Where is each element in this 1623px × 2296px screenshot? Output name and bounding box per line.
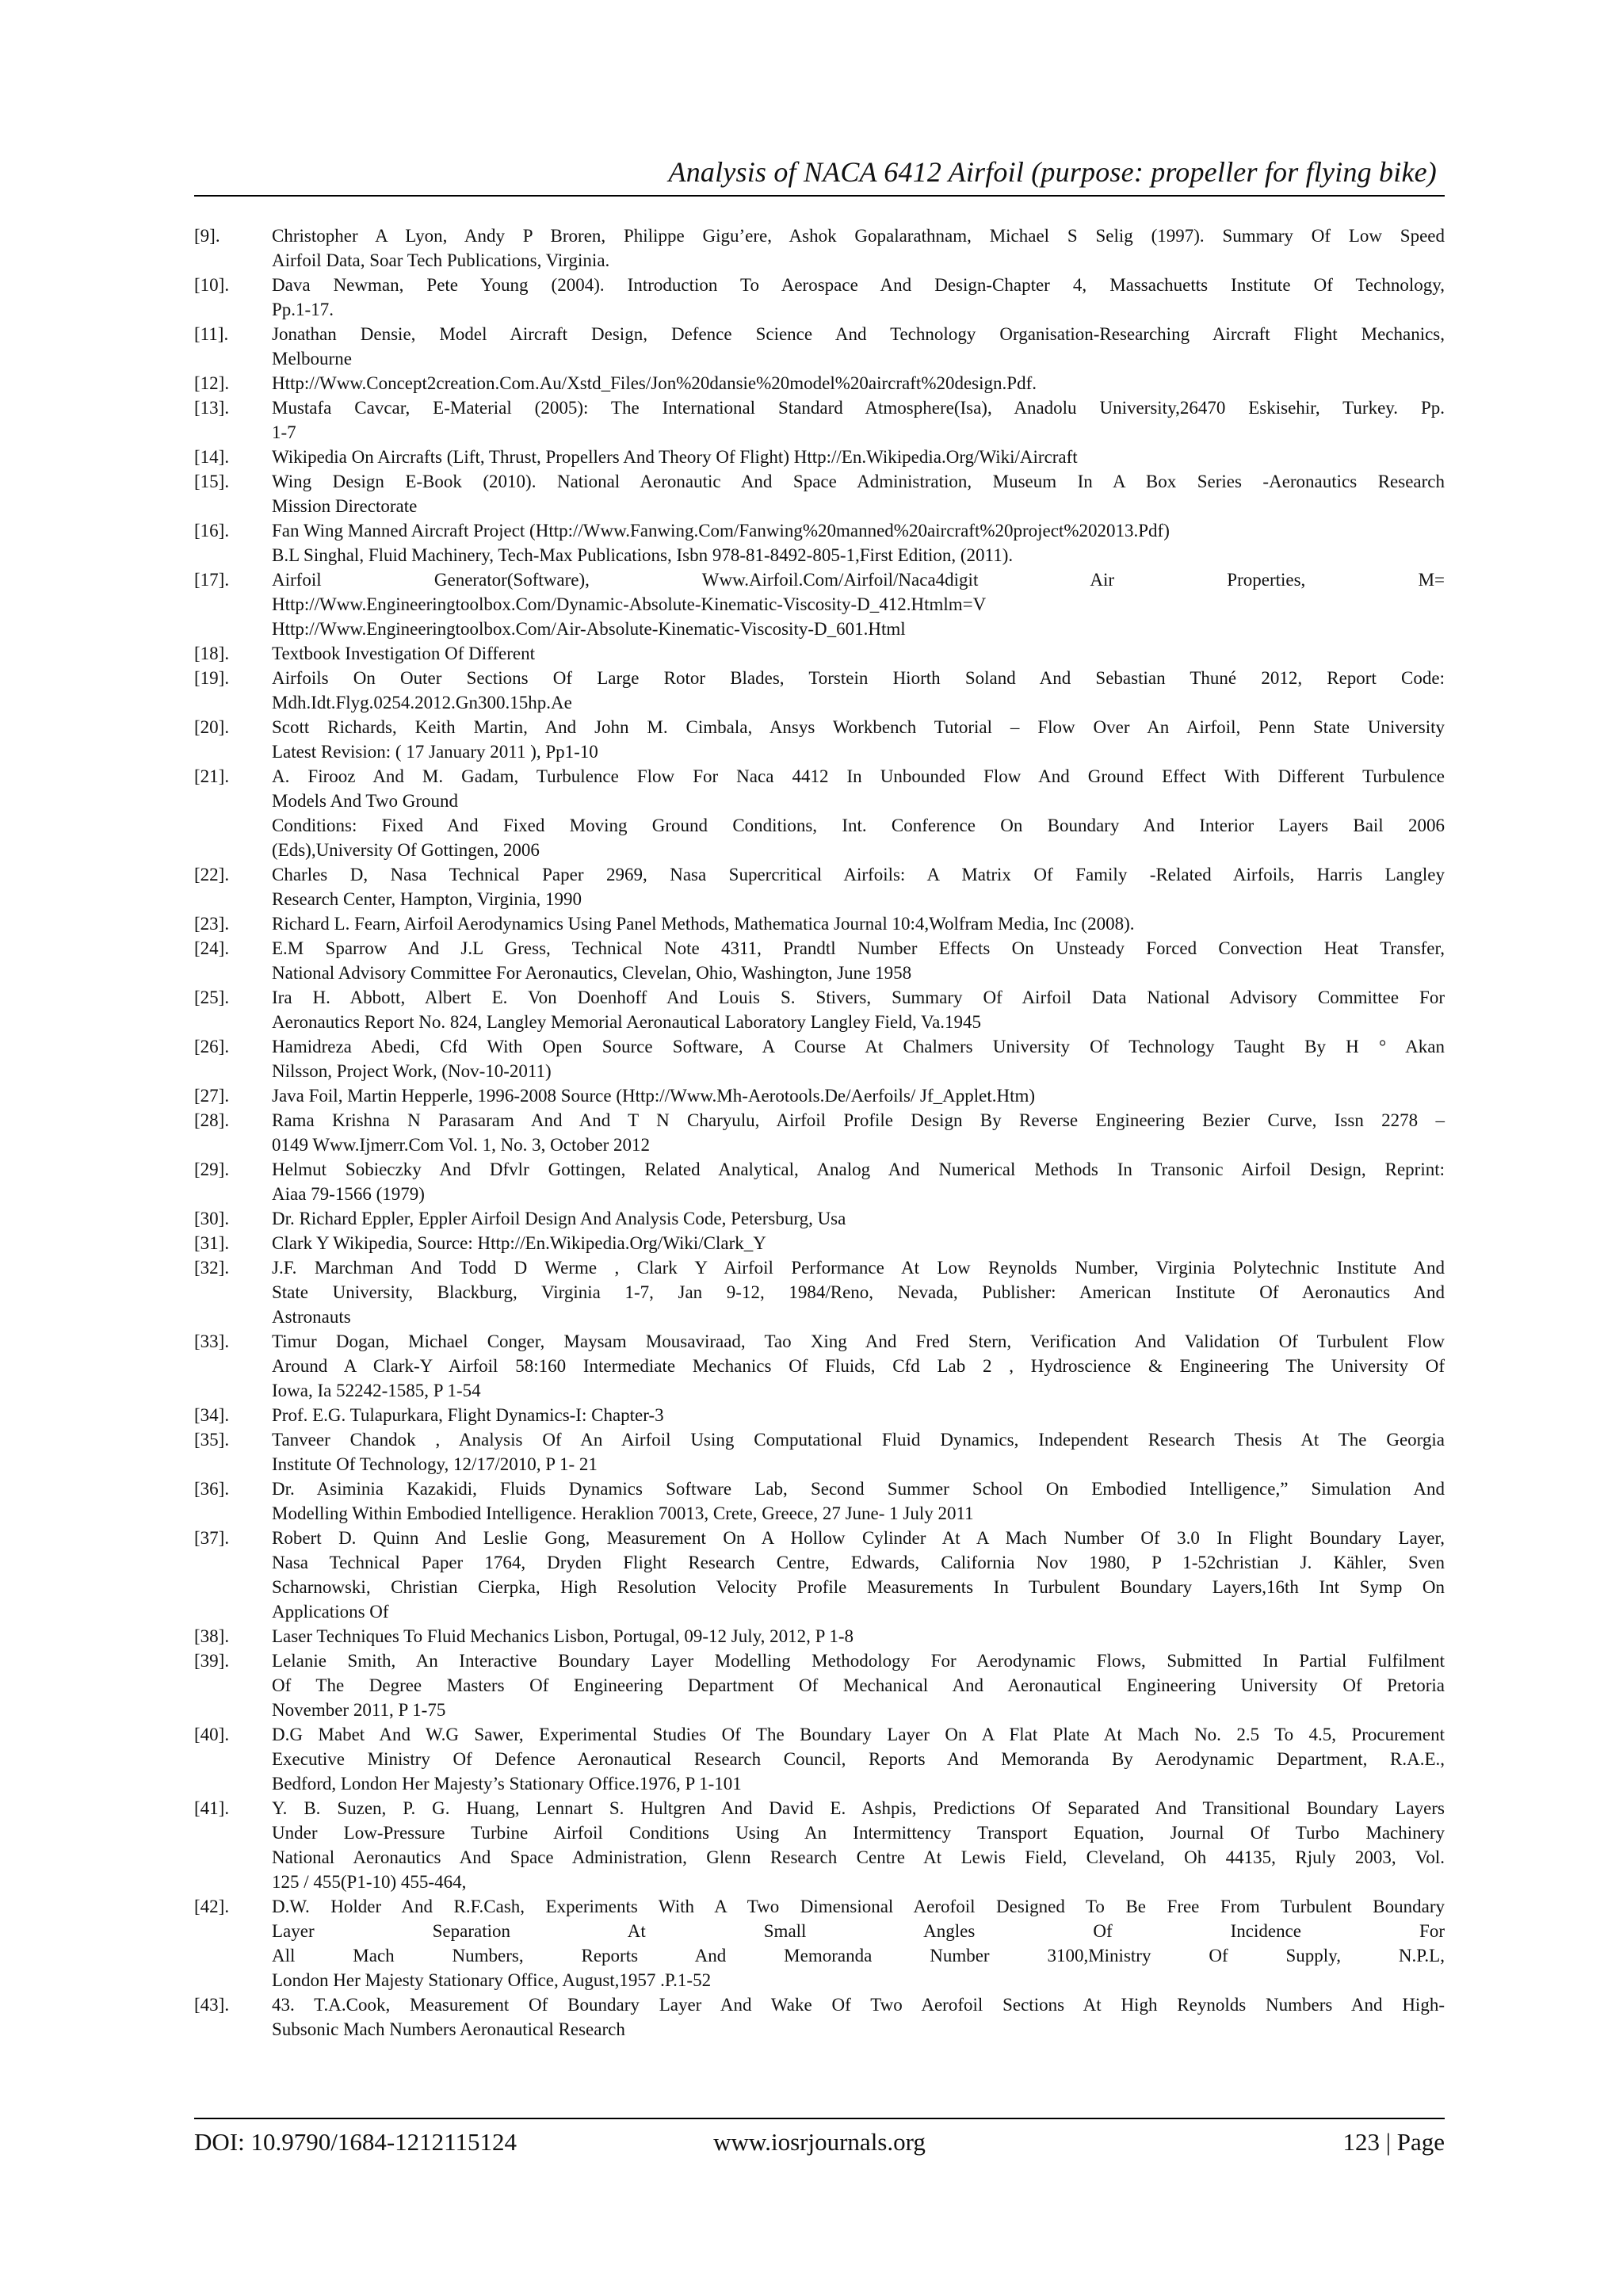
reference-line: Dr. Asiminia Kazakidi, Fluids Dynamics Software Lab, Second Summer School On Embodied Intelligence,” Simulation And	[272, 1479, 1445, 1499]
page-footer	[194, 2128, 1445, 2160]
reference-text	[272, 469, 1445, 518]
reference-line: Hamidreza Abedi, Cfd With Open Source Software, A Course At Chalmers University Of Technology Taught By H ° Akan	[272, 1037, 1445, 1056]
reference-number: [23].	[194, 914, 230, 934]
reference-number: [17].	[194, 570, 230, 590]
reference-text	[272, 1403, 1445, 1427]
reference-item	[194, 445, 1445, 469]
reference-number: [25].	[194, 988, 230, 1007]
reference-number: [35].	[194, 1430, 230, 1450]
reference-text	[272, 1034, 1445, 1083]
reference-item	[194, 1722, 1445, 1796]
reference-item	[194, 371, 1445, 395]
reference-item	[194, 1526, 1445, 1624]
reference-line: Astronauts	[272, 1307, 351, 1327]
reference-line: Mdh.Idt.Flyg.0254.2012.Gn300.15hp.Ae	[272, 693, 572, 712]
reference-text	[272, 1206, 1445, 1231]
reference-item	[194, 715, 1445, 764]
reference-number: [14].	[194, 447, 230, 467]
reference-line: Scott Richards, Keith Martin, And John M. Cimbala, Ansys Workbench Tutorial – Flow Over An Airfoil, Penn State University	[272, 717, 1445, 737]
reference-line: Http://Www.Concept2creation.Com.Au/Xstd_Files/Jon%20dansie%20model%20aircraft%20design.Pdf.	[272, 373, 1037, 393]
reference-text	[272, 1083, 1445, 1108]
reference-line: Bedford, London Her Majesty’s Stationary Office.1976, P 1-101	[272, 1774, 742, 1794]
reference-line: E.M Sparrow And J.L Gress, Technical Note 4311, Prandtl Number Effects On Unsteady Forced Convection Heat Transfer,	[272, 938, 1445, 958]
reference-number: [22].	[194, 865, 230, 884]
reference-text	[272, 936, 1445, 985]
reference-line: Layer Separation At Small Angles Of Incidence For	[272, 1921, 1445, 1941]
reference-text	[272, 1108, 1445, 1157]
reference-item	[194, 985, 1445, 1034]
reference-text	[272, 322, 1445, 371]
reference-line: Airfoil Data, Soar Tech Publications, Virginia.	[272, 250, 610, 270]
reference-item	[194, 1157, 1445, 1206]
reference-text	[272, 371, 1445, 395]
reference-line: Lelanie Smith, An Interactive Boundary Layer Modelling Methodology For Aerodynamic Flows, Submitted In Partial Fulfilment	[272, 1651, 1445, 1671]
reference-number: [36].	[194, 1479, 230, 1499]
reference-line: Fan Wing Manned Aircraft Project (Http://Www.Fanwing.Com/Fanwing%20manned%20aircraft%20project%202013.Pdf)	[272, 521, 1170, 541]
reference-number: [31].	[194, 1233, 230, 1253]
reference-line: Conditions: Fixed And Fixed Moving Ground Conditions, Int. Conference On Boundary And Interior Layers Bail 2006	[272, 816, 1445, 835]
reference-line: National Aeronautics And Space Administration, Glenn Research Centre At Lewis Field, Cleveland, Oh 44135, Rjuly 2003, Vol.	[272, 1847, 1445, 1867]
reference-text	[272, 1894, 1445, 1992]
reference-line: Richard L. Fearn, Airfoil Aerodynamics Using Panel Methods, Mathematica Journal 10:4,Wolfram Media, Inc (2008).	[272, 914, 1135, 934]
reference-item	[194, 1083, 1445, 1108]
reference-number: [26].	[194, 1037, 230, 1056]
reference-item	[194, 518, 1445, 567]
reference-line: Java Foil, Martin Hepperle, 1996-2008 Source (Http://Www.Mh-Aerotools.De/Aerfoils/ Jf_Applet.Htm)	[272, 1086, 1036, 1106]
reference-item	[194, 1624, 1445, 1648]
reference-text	[272, 862, 1445, 911]
reference-line: Jonathan Densie, Model Aircraft Design, Defence Science And Technology Organisation-Researching Aircraft Flight Mechanics,	[272, 324, 1445, 344]
reference-number: [34].	[194, 1405, 230, 1425]
reference-line: Timur Dogan, Michael Conger, Maysam Mousaviraad, Tao Xing And Fred Stern, Verification And Validation Of Turbulent Flow	[272, 1331, 1445, 1351]
reference-line: Mission Directorate	[272, 496, 418, 516]
reference-line: Rama Krishna N Parasaram And And T N Charyulu, Airfoil Profile Design By Reverse Engineering Bezier Curve, Issn 2278 –	[272, 1110, 1445, 1130]
reference-item	[194, 862, 1445, 911]
reference-number: [32].	[194, 1258, 230, 1278]
reference-line: Institute Of Technology, 12/17/2010, P 1- 21	[272, 1454, 598, 1474]
reference-item	[194, 395, 1445, 445]
reference-number: [42].	[194, 1897, 230, 1916]
reference-text	[272, 1624, 1445, 1648]
reference-text	[272, 1477, 1445, 1526]
reference-line: National Advisory Committee For Aeronautics, Clevelan, Ohio, Washington, June 1958	[272, 963, 912, 983]
reference-item	[194, 1206, 1445, 1231]
reference-item	[194, 936, 1445, 985]
reference-line: Models And Two Ground	[272, 791, 458, 811]
reference-line: Nasa Technical Paper 1764, Dryden Flight Research Centre, Edwards, California Nov 1980, P 1-52christian J. Kähler, Sven	[272, 1553, 1445, 1572]
reference-text	[272, 1796, 1445, 1894]
reference-text	[272, 1329, 1445, 1403]
reference-number: [13].	[194, 398, 230, 418]
reference-item	[194, 273, 1445, 322]
reference-text	[272, 641, 1445, 666]
reference-line: Laser Techniques To Fluid Mechanics Lisbon, Portugal, 09-12 July, 2012, P 1-8	[272, 1626, 854, 1646]
reference-line: Wing Design E-Book (2010). National Aeronautic And Space Administration, Museum In A Box Series -Aeronautics Research	[272, 472, 1445, 491]
footer-divider	[194, 2118, 1445, 2119]
reference-item	[194, 1329, 1445, 1403]
reference-item	[194, 1648, 1445, 1722]
reference-item	[194, 322, 1445, 371]
reference-item	[194, 223, 1445, 273]
reference-number: [43].	[194, 1995, 230, 2015]
reference-item	[194, 1034, 1445, 1083]
reference-number: [29].	[194, 1159, 230, 1179]
reference-item	[194, 1796, 1445, 1894]
reference-line: Applications Of	[272, 1602, 389, 1622]
reference-line: Modelling Within Embodied Intelligence. Heraklion 70013, Crete, Greece, 27 June- 1 July 2011	[272, 1503, 974, 1523]
reference-line: Mustafa Cavcar, E-Material (2005): The International Standard Atmosphere(Isa), Anadolu University,26470 Eskisehir, Turkey. Pp.	[272, 398, 1445, 418]
reference-number: [39].	[194, 1651, 230, 1671]
reference-item	[194, 1477, 1445, 1526]
reference-text	[272, 1157, 1445, 1206]
reference-number: [30].	[194, 1209, 230, 1228]
reference-line: Around A Clark-Y Airfoil 58:160 Intermediate Mechanics Of Fluids, Cfd Lab 2 , Hydroscience & Engineering The University Of	[272, 1356, 1445, 1376]
reference-line: London Her Majesty Stationary Office, August,1957 .P.1-52	[272, 1970, 712, 1990]
reference-line: Textbook Investigation Of Different	[272, 644, 536, 663]
reference-line: Of The Degree Masters Of Engineering Department Of Mechanical And Aeronautical Engineering University Of Pretoria	[272, 1675, 1445, 1695]
reference-line: Robert D. Quinn And Leslie Gong, Measurement On A Hollow Cylinder At A Mach Number Of 3.0 In Flight Boundary Layer,	[272, 1528, 1445, 1548]
reference-line: 1-7	[272, 422, 296, 442]
reference-number: [28].	[194, 1110, 230, 1130]
reference-item	[194, 1255, 1445, 1329]
reference-number: [20].	[194, 717, 230, 737]
reference-number: [11].	[194, 324, 229, 344]
reference-line: Scharnowski, Christian Cierpka, High Resolution Velocity Profile Measurements In Turbulent Boundary Layers,16th Int Symp On	[272, 1577, 1445, 1597]
reference-item	[194, 911, 1445, 936]
reference-item	[194, 1403, 1445, 1427]
reference-text	[272, 445, 1445, 469]
reference-line: (Eds),University Of Gottingen, 2006	[272, 840, 540, 860]
reference-line: Under Low-Pressure Turbine Airfoil Conditions Using An Intermittency Transport Equation, Journal Of Turbo Machinery	[272, 1823, 1445, 1843]
reference-line: Nilsson, Project Work, (Nov-10-2011)	[272, 1061, 552, 1081]
reference-line: Christopher A Lyon, Andy P Broren, Philippe Gigu’ere, Ashok Gopalarathnam, Michael S Selig (1997). Summary Of Low Speed	[272, 226, 1445, 246]
reference-text	[272, 223, 1445, 273]
reference-number: [9].	[194, 226, 220, 246]
reference-line: Airfoil Generator(Software), Www.Airfoil.Com/Airfoil/Naca4digit Air Properties, M=	[272, 570, 1445, 590]
reference-line: Aiaa 79-1566 (1979)	[272, 1184, 425, 1204]
reference-text	[272, 1255, 1445, 1329]
reference-item	[194, 1992, 1445, 2042]
reference-text	[272, 1648, 1445, 1722]
reference-number: [40].	[194, 1725, 230, 1744]
reference-line: D.W. Holder And R.F.Cash, Experiments With A Two Dimensional Aerofoil Designed To Be Free From Turbulent Boundary	[272, 1897, 1445, 1916]
reference-item	[194, 1231, 1445, 1255]
reference-line: Y. B. Suzen, P. G. Huang, Lennart S. Hultgren And David E. Ashpis, Predictions Of Separated And Transitional Boundary Layers	[272, 1798, 1445, 1818]
reference-number: [18].	[194, 644, 230, 663]
reference-line: Charles D, Nasa Technical Paper 2969, Nasa Supercritical Airfoils: A Matrix Of Family -Related Airfoils, Harris Langley	[272, 865, 1445, 884]
reference-line: Iowa, Ia 52242-1585, P 1-54	[272, 1381, 481, 1400]
reference-text	[272, 395, 1445, 445]
reference-item	[194, 567, 1445, 641]
reference-line: Http://Www.Engineeringtoolbox.Com/Dynamic-Absolute-Kinematic-Viscosity-D_412.Htmlm=V	[272, 594, 987, 614]
reference-number: [21].	[194, 766, 230, 786]
reference-number: [27].	[194, 1086, 230, 1106]
reference-text	[272, 1722, 1445, 1796]
reference-line: Prof. E.G. Tulapurkara, Flight Dynamics-I: Chapter-3	[272, 1405, 664, 1425]
reference-line: Research Center, Hampton, Virginia, 1990	[272, 889, 582, 909]
reference-item	[194, 1894, 1445, 1992]
reference-line: Pp.1-17.	[272, 300, 334, 319]
reference-item	[194, 666, 1445, 715]
reference-line: Executive Ministry Of Defence Aeronautical Research Council, Reports And Memoranda By Aerodynamic Department, R.A.E.,	[272, 1749, 1445, 1769]
reference-line: Clark Y Wikipedia, Source: Http://En.Wikipedia.Org/Wiki/Clark_Y	[272, 1233, 766, 1253]
reference-item	[194, 1108, 1445, 1157]
reference-number: [10].	[194, 275, 230, 295]
reference-line: Melbourne	[272, 349, 352, 369]
reference-text	[272, 567, 1445, 641]
reference-line: A. Firooz And M. Gadam, Turbulence Flow For Naca 4412 In Unbounded Flow And Ground Effect With Different Turbulence	[272, 766, 1445, 786]
reference-line: Aeronautics Report No. 824, Langley Memorial Aeronautical Laboratory Langley Field, Va.1945	[272, 1012, 982, 1032]
reference-number: [16].	[194, 521, 230, 541]
reference-line: Dr. Richard Eppler, Eppler Airfoil Design And Analysis Code, Petersburg, Usa	[272, 1209, 846, 1228]
reference-number: [38].	[194, 1626, 230, 1646]
reference-line: Helmut Sobieczky And Dfvlr Gottingen, Related Analytical, Analog And Numerical Methods In Transonic Airfoil Design, Reprint:	[272, 1159, 1445, 1179]
reference-line: J.F. Marchman And Todd D Werme , Clark Y Airfoil Performance At Low Reynolds Number, Virginia Polytechnic Institute And	[272, 1258, 1445, 1278]
header-divider	[194, 195, 1445, 197]
running-header-title: Analysis of NACA 6412 Airfoil (purpose: propeller for flying bike)	[668, 156, 1437, 188]
reference-number: [24].	[194, 938, 230, 958]
reference-text	[272, 273, 1445, 322]
reference-line: Tanveer Chandok , Analysis Of An Airfoil Using Computational Fluid Dynamics, Independent Research Thesis At The Georgia	[272, 1430, 1445, 1450]
reference-number: [41].	[194, 1798, 230, 1818]
reference-text	[272, 1992, 1445, 2042]
reference-text	[272, 518, 1445, 567]
reference-text	[272, 1526, 1445, 1624]
reference-text	[272, 764, 1445, 862]
reference-line: Http://Www.Engineeringtoolbox.Com/Air-Absolute-Kinematic-Viscosity-D_601.Html	[272, 619, 906, 639]
reference-line: 0149 Www.Ijmerr.Com Vol. 1, No. 3, October 2012	[272, 1135, 651, 1155]
reference-line: Airfoils On Outer Sections Of Large Rotor Blades, Torstein Hiorth Soland And Sebastian Thuné 2012, Report Code:	[272, 668, 1445, 688]
reference-text	[272, 1427, 1445, 1477]
reference-list	[194, 223, 1445, 2042]
reference-item	[194, 469, 1445, 518]
reference-number: [15].	[194, 472, 230, 491]
reference-line: Wikipedia On Aircrafts (Lift, Thrust, Propellers And Theory Of Flight) Http://En.Wikipedia.Org/Wiki/Aircraft	[272, 447, 1078, 467]
reference-line: All Mach Numbers, Reports And Memoranda Number 3100,Ministry Of Supply, N.P.L,	[272, 1946, 1445, 1966]
reference-line: D.G Mabet And W.G Sawer, Experimental Studies Of The Boundary Layer On A Flat Plate At Mach No. 2.5 To 4.5, Procurement	[272, 1725, 1445, 1744]
footer-journal-site: www.iosrjournals.org	[713, 2128, 926, 2156]
reference-text	[272, 666, 1445, 715]
reference-line: B.L Singhal, Fluid Machinery, Tech-Max Publications, Isbn 978-81-8492-805-1,First Edition, (2011).	[272, 545, 1014, 565]
reference-item	[194, 764, 1445, 862]
reference-line: Dava Newman, Pete Young (2004). Introduction To Aerospace And Design-Chapter 4, Massachuetts Institute Of Technology,	[272, 275, 1445, 295]
reference-number: [12].	[194, 373, 230, 393]
reference-item	[194, 1427, 1445, 1477]
footer-page-number: 123 | Page	[1342, 2128, 1445, 2156]
reference-text	[272, 1231, 1445, 1255]
reference-line: State University, Blackburg, Virginia 1-7, Jan 9-12, 1984/Reno, Nevada, Publisher: American Institute Of Aeronautics And	[272, 1282, 1445, 1302]
footer-doi: DOI: 10.9790/1684-1212115124	[194, 2128, 517, 2156]
reference-line: Latest Revision: ( 17 January 2011 ), Pp1-10	[272, 742, 598, 762]
reference-number: [37].	[194, 1528, 230, 1548]
reference-text	[272, 911, 1445, 936]
reference-line: Ira H. Abbott, Albert E. Von Doenhoff And Louis S. Stivers, Summary Of Airfoil Data National Advisory Committee For	[272, 988, 1445, 1007]
reference-text	[272, 985, 1445, 1034]
reference-number: [19].	[194, 668, 230, 688]
reference-item	[194, 641, 1445, 666]
reference-number: [33].	[194, 1331, 230, 1351]
reference-line: November 2011, P 1-75	[272, 1700, 446, 1720]
reference-line: 43. T.A.Cook, Measurement Of Boundary Layer And Wake Of Two Aerofoil Sections At High Reynolds Numbers And High-	[272, 1995, 1445, 2015]
reference-line: 125 / 455(P1-10) 455-464,	[272, 1872, 467, 1892]
reference-text	[272, 715, 1445, 764]
reference-line: Subsonic Mach Numbers Aeronautical Research	[272, 2019, 625, 2039]
